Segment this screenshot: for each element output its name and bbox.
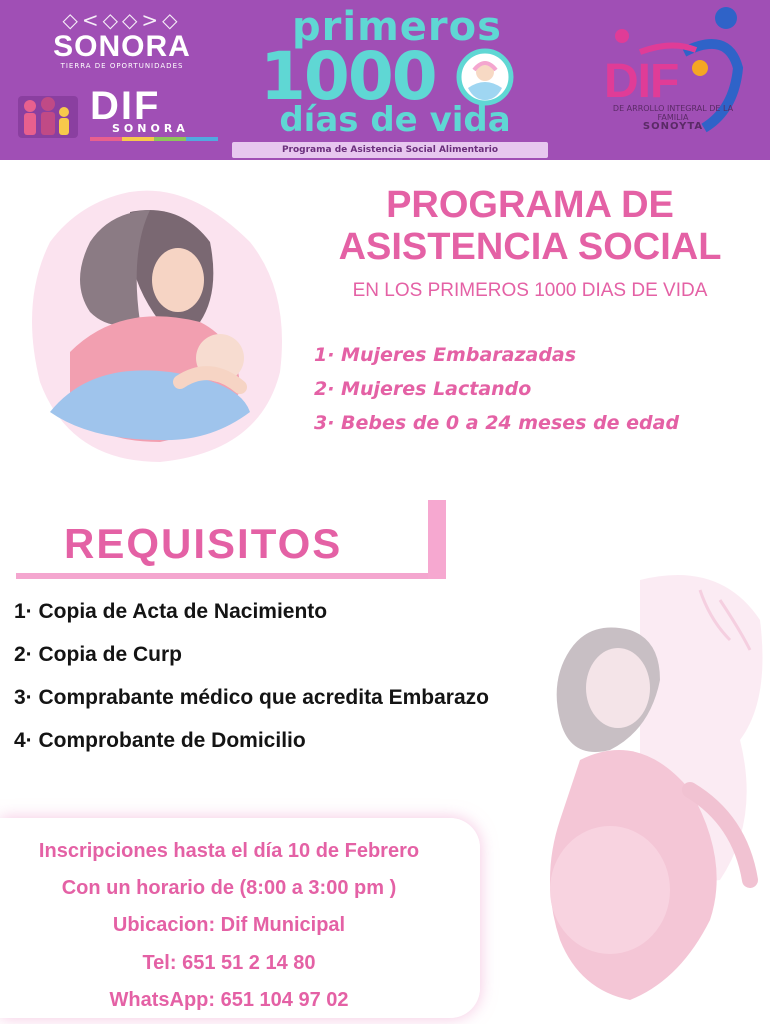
beneficiaries-list	[314, 338, 754, 440]
list-item: 2· Mujeres Lactando	[314, 378, 532, 400]
list-item: 2· Copia de Curp	[14, 643, 183, 666]
dif-sonoyta-logo	[600, 6, 750, 138]
requisitos-banner	[16, 500, 446, 580]
dif-right-sub: DE ARROLLO INTEGRAL DE LA FAMILIA	[612, 104, 734, 122]
list-item: 1· Copia de Acta de Nacimiento	[14, 600, 328, 623]
list-item: 3· Comprabante médico que acredita Embarazo	[14, 686, 489, 709]
header-banner	[0, 0, 770, 160]
whatsapp-text: WhatsApp: 651 104 97 02	[109, 989, 349, 1011]
baby-icon	[456, 48, 514, 106]
program-title-line2: ASISTENCIA SOCIAL	[338, 226, 722, 268]
dif-left-name: DIF	[90, 84, 161, 128]
sonora-logo-icon: ◇<◇◇>◇	[62, 8, 182, 32]
location-text: Ubicacion: Dif Municipal	[112, 914, 346, 936]
hours-text: Con un horario de (8:00 a 3:00 pm )	[61, 877, 397, 899]
dif-right-name: DIF	[604, 55, 679, 108]
divider	[428, 500, 446, 579]
requirements-list	[14, 590, 534, 762]
program-title-logo	[232, 4, 552, 160]
title-primeros: primeros	[292, 4, 502, 50]
title-1000: 1000	[260, 38, 436, 115]
pregnant-woman-illustration	[500, 560, 770, 1020]
dif-right-town: SONOYTA	[642, 121, 704, 132]
list-item: 3· Bebes de 0 a 24 meses de edad	[314, 412, 680, 434]
sonora-logo	[22, 8, 222, 70]
dif-left-sub: SONORA	[112, 122, 189, 135]
list-item: 1· Mujeres Embarazadas	[314, 344, 577, 366]
requisitos-heading: REQUISITOS	[64, 520, 343, 567]
mother-baby-illustration	[10, 182, 290, 472]
program-subtitle: EN LOS PRIMEROS 1000 DIAS DE VIDA	[352, 280, 708, 301]
program-title-line1: PROGRAMA DE	[386, 184, 674, 226]
dif-family-icon	[16, 90, 80, 138]
list-item: 4· Comprobante de Domicilio	[14, 729, 306, 752]
deadline-text: Inscripciones hasta el día 10 de Febrero	[38, 840, 420, 862]
sonora-name: SONORA	[53, 30, 191, 63]
info-box	[0, 818, 480, 1018]
program-strip: Programa de Asistencia Social Alimentario	[232, 142, 548, 158]
title-dias-de-vida: días de vida	[279, 100, 511, 140]
program-title	[300, 184, 760, 268]
sonora-tagline: TIERRA DE OPORTUNIDADES	[60, 62, 184, 70]
color-stripe	[90, 137, 218, 141]
divider	[16, 573, 432, 579]
dif-sonora-logo	[16, 86, 216, 142]
phone-text: Tel: 651 51 2 14 80	[142, 952, 316, 974]
